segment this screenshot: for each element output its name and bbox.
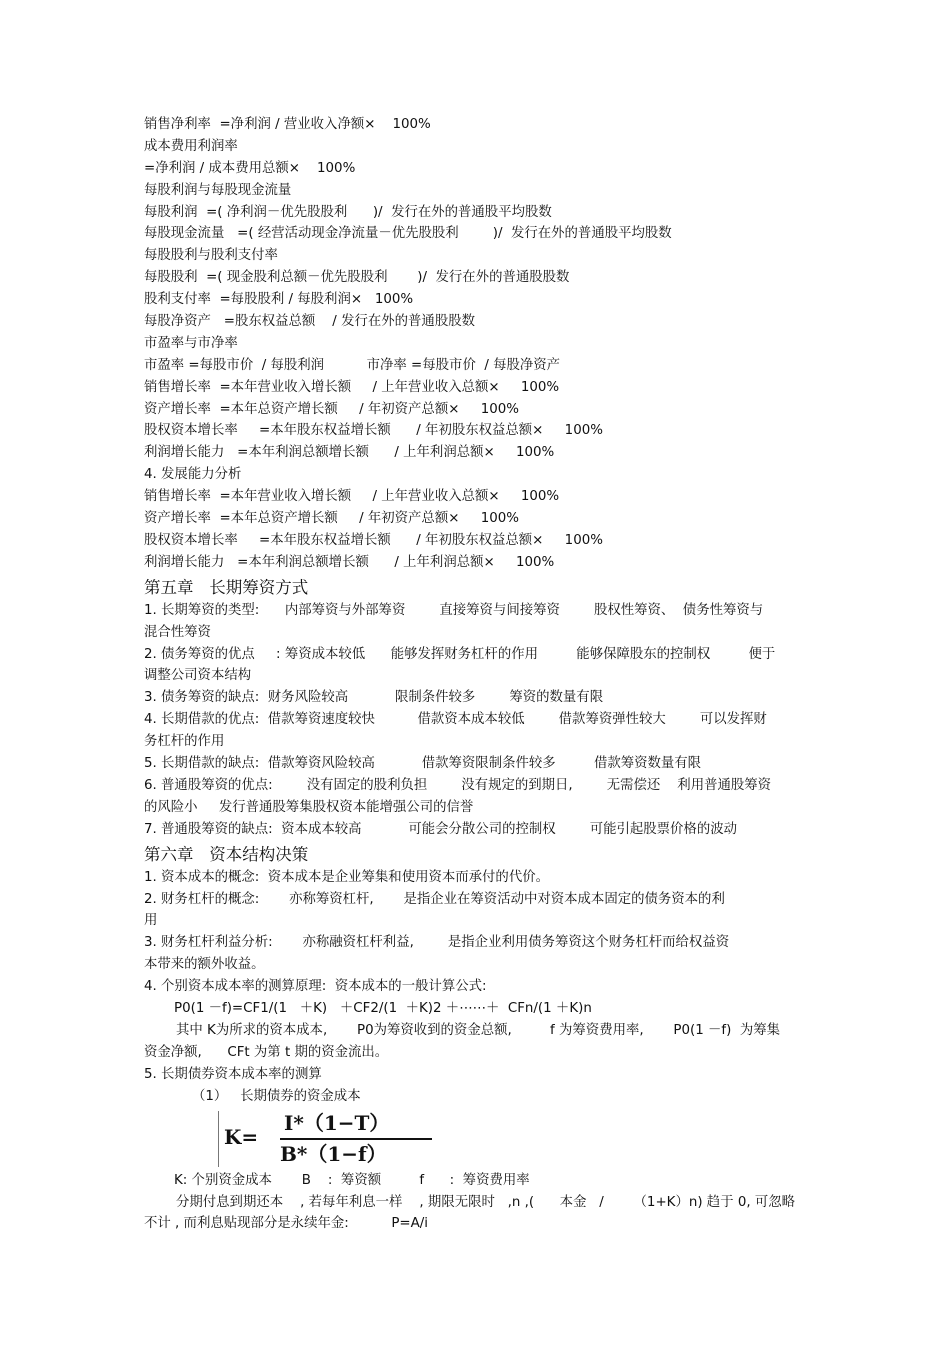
section-heading: 市盈率与市净率 (144, 335, 238, 351)
formula-line: 每股净资产 =股东权益总额 / 发行在外的普通股股数 (144, 314, 475, 330)
document-body (144, 114, 809, 1235)
formula-explanation-text: 其中 K为所求的资本成本, P0为筹资收到的资金总额, f 为筹资费用率, P0(1 －f) 为筹集 资金净额, CFt 为第 t 期的资金流出。 (144, 1023, 781, 1060)
chapter-5-item: 1. 长期筹资的类型: 内部筹资与外部筹资 直接筹资与间接筹资 股权性筹资、 债务性筹资与 混合性筹资 (144, 602, 764, 640)
chapter-6-item: 3. 财务杠杆利益分析: 亦称融资杠杆利益, 是指企业利用债务筹资这个财务杠杆而给权益资 本带来的额外收益。 (144, 935, 730, 973)
chapter-6-item: 1. 资本成本的概念: 资本成本是企业筹集和使用资本而承付的代价。 (144, 869, 549, 885)
chapter-5-item: 5. 长期借款的缺点: 借款筹资风险较高 借款筹资限制条件较多 借款筹资数量有限 (144, 756, 702, 772)
formula-explanation (144, 1020, 809, 1064)
section-heading: 每股股利与股利支付率 (144, 248, 278, 264)
chapter-5-title: 第五章 长期筹资方式 (144, 577, 309, 597)
fraction-bar (280, 1138, 432, 1140)
section-heading: 4. 发展能力分析 (144, 467, 242, 483)
formula-lhs: K= (224, 1124, 259, 1149)
formula-line: 股利支付率 =每股股利 / 每股利润× 100% (144, 292, 414, 308)
formula-line: 销售增长率 =本年营业收入增长额 / 上年营业收入总额× 100% (144, 489, 560, 505)
formula-line: =净利润 / 成本费用总额× 100% (144, 160, 356, 176)
formula-line: 每股利润 =( 净利润－优先股股利 )/ 发行在外的普通股平均股数 (144, 204, 552, 220)
formula-line: 销售净利率 =净利润 / 营业收入净额× 100% (144, 117, 431, 132)
general-cost-formula: P0(1 －f)=CF1/(1 ＋K) ＋CF2/(1 ＋K)2 ＋⋯⋯＋ CFn/(1 ＋K)n (174, 1001, 592, 1017)
perpetual-annuity-text: 分期付息到期还本 , 若每年利息一样 , 期限无限时 ,n ,( 本金 / （1+K）n) 趋于 0, 可忽略 不计 , 而利息贴现部分是永续年金: P=A/i (144, 1194, 796, 1232)
chapter-5-item: 2. 债务筹资的优点 : 筹资成本较低 能够发挥财务杠杆的作用 能够保障股东的控制权 便于 调整公司资本结构 (144, 646, 776, 684)
chapter-5-item: 3. 债务筹资的缺点: 财务风险较高 限制条件较多 筹资的数量有限 (144, 690, 604, 706)
formula-line: 市盈率 =每股市价 / 每股利润 市净率 =每股市价 / 每股净资产 (144, 357, 561, 373)
chapter-6-item: 2. 财务杠杆的概念: 亦称筹资杠杆, 是指企业在筹资活动中对资本成本固定的债务资本的利 用 (144, 891, 725, 929)
chapter-5-item: 4. 长期借款的优点: 借款筹资速度较快 借款资本成本较低 借款筹资弹性较大 可以发挥财 务杠杆的作用 (144, 712, 767, 750)
formula-line: 每股现金流量 =( 经营活动现金净流量－优先股股利 )/ 发行在外的普通股平均股数 (144, 226, 672, 242)
section-heading: 每股利润与每股现金流量 (144, 182, 292, 198)
formula-line: 股权资本增长率 =本年股东权益增长额 / 年初股东权益总额× 100% (144, 423, 603, 439)
formula-line: 销售增长率 =本年营业收入增长额 / 上年营业收入总额× 100% (144, 379, 560, 395)
formula-image-edge (218, 1111, 219, 1167)
chapter-6-item: 5. 长期债券资本成本率的测算 (144, 1066, 322, 1082)
formula-line: 股权资本增长率 =本年股东权益增长额 / 年初股东权益总额× 100% (144, 532, 603, 548)
bond-cost-formula (218, 1111, 434, 1167)
chapter-5-item: 7. 普通股筹资的缺点: 资本成本较高 可能会分散公司的控制权 可能引起股票价格的波动 (144, 821, 737, 837)
chapter-5-item: 6. 普通股筹资的优点: 没有固定的股利负担 没有规定的到期日, 无需偿还 利用普通股筹资 的风险小 发行普通股筹集股权资本能增强公司的信誉 (144, 777, 772, 815)
formula-line: 利润增长能力 =本年利润总额增长额 / 上年利润总额× 100% (144, 554, 555, 570)
chapter-6-title: 第六章 资本结构决策 (144, 844, 309, 864)
section-heading: 成本费用利润率 (144, 138, 238, 154)
formula-line: 利润增长能力 =本年利润总额增长额 / 上年利润总额× 100% (144, 445, 555, 461)
formula-line: 每股股利 =( 现金股利总额－优先股股利 )/ 发行在外的普通股股数 (144, 270, 570, 286)
formula-denominator: B*（1−f） (280, 1141, 387, 1166)
perpetual-annuity-note (144, 1192, 809, 1236)
variable-legend: K: 个别资金成本 B : 筹资额 f : 筹资费用率 (174, 1172, 530, 1188)
formula-numerator: I*（1−T） (284, 1110, 390, 1135)
formula-line: 资产增长率 =本年总资产增长额 / 年初资产总额× 100% (144, 401, 519, 417)
chapter-6-item: 4. 个别资本成本率的测算原理: 资本成本的一般计算公式: (144, 979, 487, 995)
formula-line: 资产增长率 =本年总资产增长额 / 年初资产总额× 100% (144, 511, 519, 527)
subsection-heading: （1） 长期债券的资金成本 (192, 1088, 361, 1104)
